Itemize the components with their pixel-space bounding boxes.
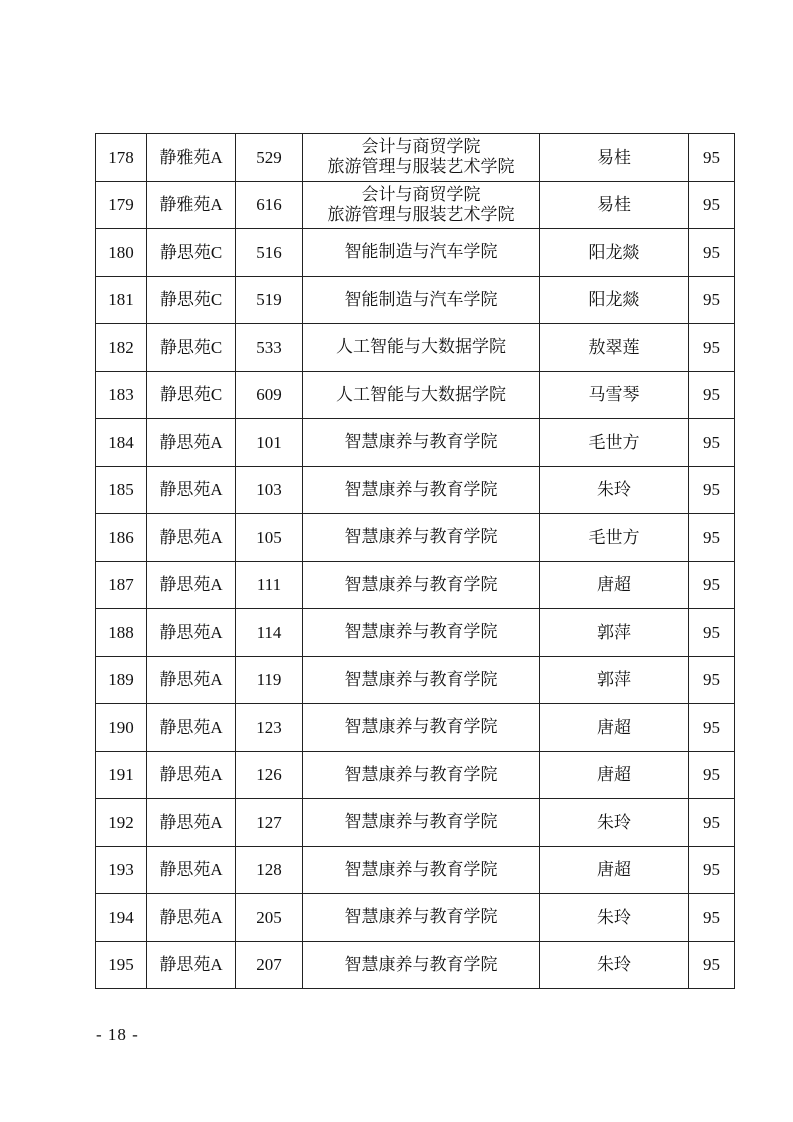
table-row xyxy=(96,229,735,277)
row-number-cell: 195 xyxy=(96,941,147,989)
building-cell: 静思苑A xyxy=(147,561,236,609)
college-cell xyxy=(303,324,540,372)
score-cell: 95 xyxy=(689,561,735,609)
score-cell: 95 xyxy=(689,799,735,847)
score-cell: 95 xyxy=(689,371,735,419)
inspector-cell: 朱玲 xyxy=(540,941,689,989)
table-row xyxy=(96,704,735,752)
building-cell: 静思苑A xyxy=(147,799,236,847)
building-cell: 静思苑C xyxy=(147,229,236,277)
room-number-cell: 128 xyxy=(236,846,303,894)
inspector-cell: 易桂 xyxy=(540,181,689,229)
score-cell: 95 xyxy=(689,846,735,894)
room-number-cell: 105 xyxy=(236,514,303,562)
college-cell xyxy=(303,276,540,324)
building-cell: 静思苑A xyxy=(147,846,236,894)
table-row xyxy=(96,276,735,324)
row-number-cell: 194 xyxy=(96,894,147,942)
college-cell xyxy=(303,371,540,419)
building-cell: 静思苑A xyxy=(147,609,236,657)
inspector-cell: 郭萍 xyxy=(540,656,689,704)
table-row xyxy=(96,656,735,704)
building-cell: 静思苑A xyxy=(147,514,236,562)
college-cell xyxy=(303,941,540,989)
row-number-cell: 180 xyxy=(96,229,147,277)
college-name: 智慧康养与教育学院 xyxy=(344,432,498,452)
row-number-cell: 188 xyxy=(96,609,147,657)
inspector-cell: 阳龙燚 xyxy=(540,276,689,324)
score-cell: 95 xyxy=(689,134,735,182)
row-number-cell: 191 xyxy=(96,751,147,799)
row-number-cell: 182 xyxy=(96,324,147,372)
college-name: 会计与商贸学院 xyxy=(361,184,481,204)
inspector-cell: 朱玲 xyxy=(540,466,689,514)
score-cell: 95 xyxy=(689,894,735,942)
college-cell xyxy=(303,751,540,799)
row-number-cell: 179 xyxy=(96,181,147,229)
table-row xyxy=(96,799,735,847)
college-name: 智慧康养与教育学院 xyxy=(344,764,498,784)
college-name: 智慧康养与教育学院 xyxy=(344,574,498,594)
room-number-cell: 101 xyxy=(236,419,303,467)
college-name: 旅游管理与服装艺术学院 xyxy=(327,157,515,177)
college-name: 智慧康养与教育学院 xyxy=(344,527,498,547)
college-name: 智慧康养与教育学院 xyxy=(344,954,498,974)
score-cell: 95 xyxy=(689,324,735,372)
score-cell: 95 xyxy=(689,704,735,752)
table-row xyxy=(96,751,735,799)
building-cell: 静思苑A xyxy=(147,704,236,752)
inspector-cell: 敖翠莲 xyxy=(540,324,689,372)
row-number-cell: 181 xyxy=(96,276,147,324)
college-cell xyxy=(303,799,540,847)
college-cell xyxy=(303,561,540,609)
room-number-cell: 111 xyxy=(236,561,303,609)
row-number-cell: 190 xyxy=(96,704,147,752)
room-number-cell: 616 xyxy=(236,181,303,229)
page-number: - 18 - xyxy=(96,1025,139,1044)
college-name: 智能制造与汽车学院 xyxy=(344,289,498,309)
row-number-cell: 185 xyxy=(96,466,147,514)
college-name: 会计与商贸学院 xyxy=(361,137,481,157)
dorm-inspection-table xyxy=(95,133,735,989)
table-row xyxy=(96,514,735,562)
inspector-cell: 马雪琴 xyxy=(540,371,689,419)
score-cell: 95 xyxy=(689,656,735,704)
college-cell xyxy=(303,466,540,514)
room-number-cell: 516 xyxy=(236,229,303,277)
table-row xyxy=(96,609,735,657)
college-name: 旅游管理与服装艺术学院 xyxy=(327,204,515,224)
score-cell: 95 xyxy=(689,419,735,467)
room-number-cell: 127 xyxy=(236,799,303,847)
row-number-cell: 184 xyxy=(96,419,147,467)
score-cell: 95 xyxy=(689,229,735,277)
building-cell: 静思苑A xyxy=(147,941,236,989)
inspector-cell: 唐超 xyxy=(540,751,689,799)
college-cell xyxy=(303,704,540,752)
room-number-cell: 519 xyxy=(236,276,303,324)
score-cell: 95 xyxy=(689,609,735,657)
row-number-cell: 186 xyxy=(96,514,147,562)
college-cell xyxy=(303,656,540,704)
building-cell: 静思苑A xyxy=(147,656,236,704)
room-number-cell: 533 xyxy=(236,324,303,372)
college-cell xyxy=(303,609,540,657)
score-cell: 95 xyxy=(689,514,735,562)
building-cell: 静思苑C xyxy=(147,324,236,372)
building-cell: 静思苑A xyxy=(147,466,236,514)
room-number-cell: 126 xyxy=(236,751,303,799)
college-name: 智慧康养与教育学院 xyxy=(344,717,498,737)
table-row xyxy=(96,371,735,419)
inspector-cell: 唐超 xyxy=(540,561,689,609)
row-number-cell: 183 xyxy=(96,371,147,419)
inspector-cell: 郭萍 xyxy=(540,609,689,657)
table-row xyxy=(96,846,735,894)
score-cell: 95 xyxy=(689,466,735,514)
inspector-cell: 毛世方 xyxy=(540,514,689,562)
table-row xyxy=(96,561,735,609)
college-cell xyxy=(303,514,540,562)
college-name: 智慧康养与教育学院 xyxy=(344,479,498,499)
college-name: 智慧康养与教育学院 xyxy=(344,859,498,879)
inspector-cell: 朱玲 xyxy=(540,894,689,942)
room-number-cell: 103 xyxy=(236,466,303,514)
room-number-cell: 207 xyxy=(236,941,303,989)
inspector-cell: 易桂 xyxy=(540,134,689,182)
table-row xyxy=(96,894,735,942)
building-cell: 静思苑A xyxy=(147,894,236,942)
inspector-cell: 唐超 xyxy=(540,846,689,894)
score-cell: 95 xyxy=(689,941,735,989)
row-number-cell: 187 xyxy=(96,561,147,609)
inspector-cell: 毛世方 xyxy=(540,419,689,467)
table-row xyxy=(96,134,735,182)
table-body xyxy=(96,134,735,989)
college-name: 人工智能与大数据学院 xyxy=(336,384,506,404)
college-cell xyxy=(303,134,540,182)
table-row xyxy=(96,941,735,989)
table-row xyxy=(96,324,735,372)
room-number-cell: 609 xyxy=(236,371,303,419)
room-number-cell: 529 xyxy=(236,134,303,182)
college-cell xyxy=(303,419,540,467)
row-number-cell: 193 xyxy=(96,846,147,894)
building-cell: 静思苑C xyxy=(147,371,236,419)
score-cell: 95 xyxy=(689,181,735,229)
room-number-cell: 123 xyxy=(236,704,303,752)
college-cell xyxy=(303,181,540,229)
building-cell: 静雅苑A xyxy=(147,134,236,182)
college-name: 智能制造与汽车学院 xyxy=(344,242,498,262)
inspector-cell: 阳龙燚 xyxy=(540,229,689,277)
building-cell: 静思苑C xyxy=(147,276,236,324)
college-name: 智慧康养与教育学院 xyxy=(344,622,498,642)
table-row xyxy=(96,419,735,467)
college-cell xyxy=(303,229,540,277)
score-cell: 95 xyxy=(689,276,735,324)
row-number-cell: 178 xyxy=(96,134,147,182)
row-number-cell: 189 xyxy=(96,656,147,704)
room-number-cell: 119 xyxy=(236,656,303,704)
college-name: 智慧康养与教育学院 xyxy=(344,669,498,689)
room-number-cell: 114 xyxy=(236,609,303,657)
building-cell: 静思苑A xyxy=(147,419,236,467)
college-cell xyxy=(303,846,540,894)
college-cell xyxy=(303,894,540,942)
row-number-cell: 192 xyxy=(96,799,147,847)
room-number-cell: 205 xyxy=(236,894,303,942)
inspector-cell: 唐超 xyxy=(540,704,689,752)
score-cell: 95 xyxy=(689,751,735,799)
inspector-cell: 朱玲 xyxy=(540,799,689,847)
college-name: 智慧康养与教育学院 xyxy=(344,812,498,832)
building-cell: 静思苑A xyxy=(147,751,236,799)
college-name: 智慧康养与教育学院 xyxy=(344,907,498,927)
building-cell: 静雅苑A xyxy=(147,181,236,229)
table-row xyxy=(96,466,735,514)
table-row xyxy=(96,181,735,229)
college-name: 人工智能与大数据学院 xyxy=(336,337,506,357)
